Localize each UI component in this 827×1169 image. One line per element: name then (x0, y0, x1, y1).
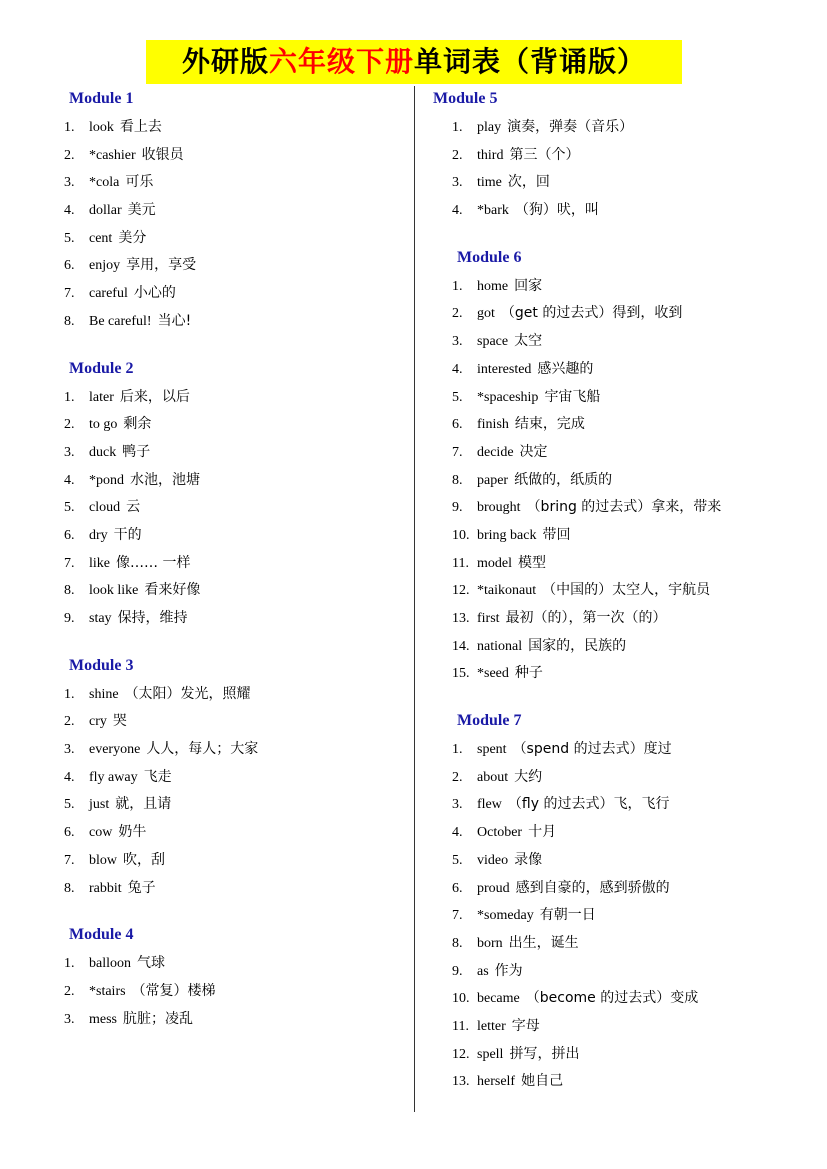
vocab-entry (452, 875, 812, 903)
chinese-meaning: 当心! (157, 312, 192, 329)
entry-number: 3. (452, 175, 463, 191)
english-word: *cola (89, 175, 120, 191)
chinese-meaning: 美元 (127, 202, 156, 219)
entry-number: 2. (64, 417, 75, 433)
entry-number: 3. (64, 742, 75, 758)
english-word: duck (89, 444, 117, 460)
entry-number: 2. (452, 769, 463, 785)
english-word: mess (89, 1011, 117, 1027)
vocab-entry (64, 819, 409, 847)
chinese-meaning: （become 的过去式）变成 (525, 990, 699, 1007)
vocab-entry (64, 411, 409, 439)
chinese-meaning: 演奏，弹奏（音乐） (507, 119, 634, 135)
chinese-meaning: 水池，池塘 (130, 471, 200, 488)
english-word: first (477, 611, 500, 626)
english-word: became (477, 991, 520, 1007)
english-word: like (89, 555, 110, 571)
chinese-meaning: 第三（个） (509, 146, 580, 163)
vocab-entry (64, 736, 409, 764)
vocab-entry (64, 847, 409, 875)
english-word: interested (477, 361, 532, 377)
vocab-entry (64, 764, 409, 792)
english-word: blow (89, 852, 117, 868)
entry-number: 13. (452, 1074, 470, 1090)
chinese-meaning: 有朝一日 (539, 907, 596, 924)
entry-number: 12. (452, 1046, 470, 1062)
chinese-meaning: 奶牛 (118, 824, 147, 841)
english-word: stay (89, 611, 112, 626)
chinese-meaning: （spend 的过去式）度过 (512, 741, 672, 758)
vocab-entry (452, 467, 812, 495)
english-word: finish (477, 417, 509, 433)
vocab-entry (452, 356, 812, 384)
vocab-entry (64, 280, 409, 308)
chinese-meaning: 小心的 (133, 285, 176, 302)
chinese-meaning: 吹，刮 (123, 851, 165, 868)
entry-number: 4. (64, 203, 75, 219)
entry-number: 6. (64, 527, 75, 543)
chinese-meaning: 看上去 (119, 119, 162, 135)
chinese-meaning: 飞走 (143, 768, 172, 785)
english-word: *stairs (89, 983, 126, 999)
english-word: rabbit (89, 880, 122, 896)
english-word: balloon (89, 956, 131, 972)
vocab-entry (64, 681, 409, 709)
english-word: look like (89, 583, 139, 599)
vocab-entry (452, 1041, 812, 1069)
chinese-meaning: 美分 (118, 229, 147, 246)
chinese-meaning: （中国的）太空人，宇航员 (542, 582, 711, 599)
module-section (64, 924, 409, 1033)
english-word: flew (477, 797, 502, 813)
vocab-entry (452, 550, 812, 578)
title-part-publisher: 外研版 (181, 45, 269, 78)
entry-number: 9. (64, 611, 75, 626)
chinese-meaning: 就，且请 (115, 796, 172, 813)
chinese-meaning: （太阳）发光，照耀 (124, 685, 251, 702)
english-word: *someday (477, 908, 534, 924)
chinese-meaning: （常复）楼梯 (131, 982, 216, 999)
vocab-entry (452, 633, 812, 661)
vocab-entry (452, 1068, 812, 1096)
chinese-meaning: 人人，每人；大家 (146, 741, 259, 758)
vocab-entry (452, 660, 812, 688)
english-word: fly away (89, 769, 138, 785)
entry-number: 10. (452, 991, 470, 1007)
chinese-meaning: 她自己 (521, 1073, 564, 1090)
vocab-entry (64, 522, 409, 550)
vocab-entry (64, 978, 409, 1006)
english-word: *cashier (89, 147, 136, 163)
entry-number: 9. (452, 500, 463, 516)
english-word: space (477, 334, 509, 350)
entry-number: 6. (64, 825, 75, 841)
entry-number: 1. (452, 120, 463, 135)
english-word: *spaceship (477, 389, 539, 405)
english-word: Be careful! (89, 313, 152, 329)
chinese-meaning: 种子 (514, 665, 543, 682)
entry-number: 3. (452, 797, 463, 813)
vocab-entry (452, 328, 812, 356)
entry-number: 1. (64, 956, 75, 972)
chinese-meaning: 享用，享受 (126, 257, 197, 274)
chinese-meaning: 感到自豪的，感到骄傲的 (515, 879, 670, 896)
module-section (433, 88, 812, 225)
entry-number: 5. (64, 500, 75, 516)
entry-number: 5. (64, 797, 75, 813)
entry-number: 2. (64, 147, 75, 163)
english-word: October (477, 825, 523, 841)
english-word: got (477, 306, 495, 322)
chinese-meaning: 感兴趣的 (537, 360, 594, 377)
vocab-entry (64, 791, 409, 819)
chinese-meaning: 回家 (514, 277, 543, 294)
entry-number: 7. (452, 444, 463, 460)
entry-number: 1. (452, 742, 463, 758)
vocab-entry (64, 384, 409, 412)
entry-number: 2. (64, 983, 75, 999)
english-word: cry (89, 714, 107, 730)
chinese-meaning: 气球 (137, 955, 165, 972)
entry-number: 10. (452, 527, 470, 543)
english-word: careful (89, 286, 128, 302)
vocab-entry (64, 142, 409, 170)
entry-number: 5. (64, 230, 75, 246)
entry-number: 4. (64, 472, 75, 488)
vocab-entry (452, 764, 812, 792)
entry-number: 11. (452, 1018, 469, 1034)
entry-number: 4. (452, 203, 463, 219)
vocab-entry (452, 791, 812, 819)
vocab-entry (452, 736, 812, 764)
chinese-meaning: 云 (126, 499, 141, 516)
entry-number: 9. (452, 963, 463, 979)
chinese-meaning: 太空 (514, 333, 543, 350)
english-word: everyone (89, 742, 141, 758)
english-word: *seed (477, 666, 509, 682)
english-word: about (477, 769, 509, 785)
chinese-meaning: 国家的，民族的 (528, 637, 627, 654)
chinese-meaning: 带回 (542, 526, 571, 543)
entry-number: 5. (452, 389, 463, 405)
vocab-entry (452, 494, 812, 522)
vocab-entry (452, 197, 812, 225)
english-word: paper (477, 472, 509, 488)
page-title (146, 40, 682, 84)
vocab-entry (452, 1013, 812, 1041)
english-word: play (477, 120, 502, 135)
entry-number: 14. (452, 638, 470, 654)
english-word: *bark (477, 203, 509, 219)
english-word: *taikonaut (477, 583, 537, 599)
chinese-meaning: （bring 的过去式）拿来，带来 (526, 499, 722, 516)
english-word: third (477, 147, 504, 163)
vocab-entry (452, 142, 812, 170)
chinese-meaning: 后来，以后 (119, 388, 190, 405)
english-word: later (89, 389, 114, 405)
chinese-meaning: 最初（的），第一次（的） (505, 610, 667, 626)
chinese-meaning: 鸭子 (122, 443, 151, 460)
entry-number: 1. (64, 686, 75, 702)
chinese-meaning: 剩余 (123, 416, 152, 433)
vocab-entry (452, 985, 812, 1013)
entry-number: 4. (452, 361, 463, 377)
module-heading: Module 1 (69, 90, 134, 107)
entry-number: 6. (452, 417, 463, 433)
entry-number: 8. (64, 313, 75, 329)
chinese-meaning: 纸做的，纸质的 (514, 471, 613, 488)
english-word: born (477, 935, 503, 951)
entry-number: 15. (452, 666, 470, 682)
entry-number: 3. (64, 444, 75, 460)
entry-number: 6. (64, 258, 75, 274)
chinese-meaning: （狗）吠，叫 (514, 202, 599, 219)
entry-number: 7. (64, 286, 75, 302)
module-heading: Module 7 (457, 712, 522, 730)
english-word: home (477, 278, 509, 294)
entry-number: 1. (64, 120, 75, 135)
english-word: brought (477, 500, 521, 516)
chinese-meaning: 结束，完成 (514, 416, 585, 433)
entry-number: 3. (64, 1011, 75, 1027)
vocab-entry (452, 577, 812, 605)
vocab-entry (64, 114, 409, 142)
module-heading: Module 5 (433, 90, 498, 107)
entry-number: 3. (64, 175, 75, 191)
vocab-entry (452, 439, 812, 467)
module-heading: Module 2 (69, 359, 134, 377)
entry-number: 7. (64, 555, 75, 571)
column-divider (414, 86, 415, 1112)
chinese-meaning: 宇宙飞船 (544, 388, 601, 405)
entry-number: 8. (64, 583, 75, 599)
english-word: look (89, 120, 114, 135)
chinese-meaning: 保持，维持 (117, 610, 188, 626)
module-section (64, 358, 409, 633)
vocab-entry (452, 384, 812, 412)
english-word: bring back (477, 527, 537, 543)
english-word: as (477, 963, 489, 979)
vocab-entry (64, 1006, 409, 1034)
english-word: video (477, 852, 509, 868)
english-word: enjoy (89, 258, 121, 274)
english-word: cent (89, 230, 113, 246)
entry-number: 11. (452, 555, 469, 571)
entry-number: 2. (452, 306, 463, 322)
chinese-meaning: 哭 (112, 713, 127, 730)
entry-number: 13. (452, 611, 470, 626)
entry-number: 4. (64, 769, 75, 785)
chinese-meaning: 决定 (519, 443, 548, 460)
vocab-entry (452, 958, 812, 986)
vocab-entry (64, 308, 409, 336)
vocab-entry (452, 114, 812, 142)
vocab-entry (64, 225, 409, 253)
entry-number: 7. (64, 852, 75, 868)
vocab-entry (452, 411, 812, 439)
module-heading: Module 6 (457, 248, 522, 266)
english-word: cloud (89, 500, 121, 516)
english-word: herself (477, 1074, 516, 1090)
entry-number: 6. (452, 880, 463, 896)
english-word: just (89, 797, 110, 813)
entry-number: 5. (452, 852, 463, 868)
english-word: time (477, 175, 502, 191)
vocab-entry (452, 847, 812, 875)
vocab-entry (452, 819, 812, 847)
module-heading: Module 3 (69, 656, 134, 674)
vocab-entry (64, 467, 409, 495)
entry-number: 8. (452, 935, 463, 951)
entry-number: 2. (452, 147, 463, 163)
chinese-meaning: 录像 (514, 851, 543, 868)
chinese-meaning: 出生，诞生 (508, 934, 579, 951)
chinese-meaning: 看来好像 (144, 582, 201, 599)
entry-number: 8. (64, 880, 75, 896)
chinese-meaning: 大约 (514, 768, 543, 785)
vocab-entry (452, 522, 812, 550)
english-word: shine (89, 686, 119, 702)
entry-number: 8. (452, 472, 463, 488)
english-word: spent (477, 742, 507, 758)
chinese-meaning: 次，回 (507, 174, 550, 191)
vocab-entry (64, 550, 409, 578)
english-word: decide (477, 444, 514, 460)
vocab-entry (452, 605, 812, 633)
vocab-entry (64, 252, 409, 280)
entry-number: 4. (452, 825, 463, 841)
english-word: cow (89, 825, 113, 841)
vocab-entry (452, 273, 812, 301)
vocab-entry (64, 950, 409, 978)
chinese-meaning: 肮脏；凌乱 (123, 1010, 193, 1027)
chinese-meaning: 十月 (528, 824, 557, 841)
chinese-meaning: 可乐 (125, 174, 154, 191)
vocab-entry (452, 300, 812, 328)
left-column (64, 88, 409, 1055)
english-word: dry (89, 527, 108, 543)
vocab-entry (64, 875, 409, 903)
module-section (452, 247, 812, 688)
english-word: spell (477, 1046, 504, 1062)
module-section (64, 88, 409, 336)
entry-number: 3. (452, 334, 463, 350)
chinese-meaning: 干的 (113, 526, 142, 543)
vocab-entry (64, 577, 409, 605)
vocab-entry (64, 197, 409, 225)
chinese-meaning: 模型 (518, 554, 546, 571)
module-section (452, 710, 812, 1096)
entry-number: 2. (64, 714, 75, 730)
chinese-meaning: 拼写，拼出 (509, 1045, 580, 1062)
chinese-meaning: 像…… 一样 (116, 554, 191, 571)
chinese-meaning: 作为 (494, 962, 523, 979)
right-column (433, 88, 812, 1118)
chinese-meaning: （fly 的过去式）飞，飞行 (507, 796, 670, 813)
title-part-grade: 六年级下册 (268, 45, 414, 78)
entry-number: 12. (452, 583, 470, 599)
chinese-meaning: （get 的过去式）得到，收到 (500, 305, 683, 322)
english-word: national (477, 638, 523, 654)
vocab-entry (64, 494, 409, 522)
module-section (64, 655, 409, 903)
entry-number: 1. (452, 278, 463, 294)
vocab-entry (452, 169, 812, 197)
chinese-meaning: 字母 (511, 1017, 540, 1034)
chinese-meaning: 收银员 (141, 146, 184, 163)
entry-number: 7. (452, 908, 463, 924)
chinese-meaning: 兔子 (127, 879, 156, 896)
vocab-entry (452, 930, 812, 958)
title-part-suffix: 单词表（背诵版） (414, 45, 647, 78)
english-word: letter (477, 1018, 506, 1034)
vocab-entry (64, 708, 409, 736)
english-word: dollar (89, 203, 122, 219)
english-word: *pond (89, 472, 124, 488)
english-word: model (477, 555, 512, 571)
english-word: proud (477, 880, 510, 896)
english-word: to go (89, 417, 118, 433)
vocab-entry (64, 605, 409, 633)
vocab-entry (64, 439, 409, 467)
entry-number: 1. (64, 389, 75, 405)
vocab-entry (452, 902, 812, 930)
module-heading: Module 4 (69, 926, 134, 944)
vocab-entry (64, 169, 409, 197)
